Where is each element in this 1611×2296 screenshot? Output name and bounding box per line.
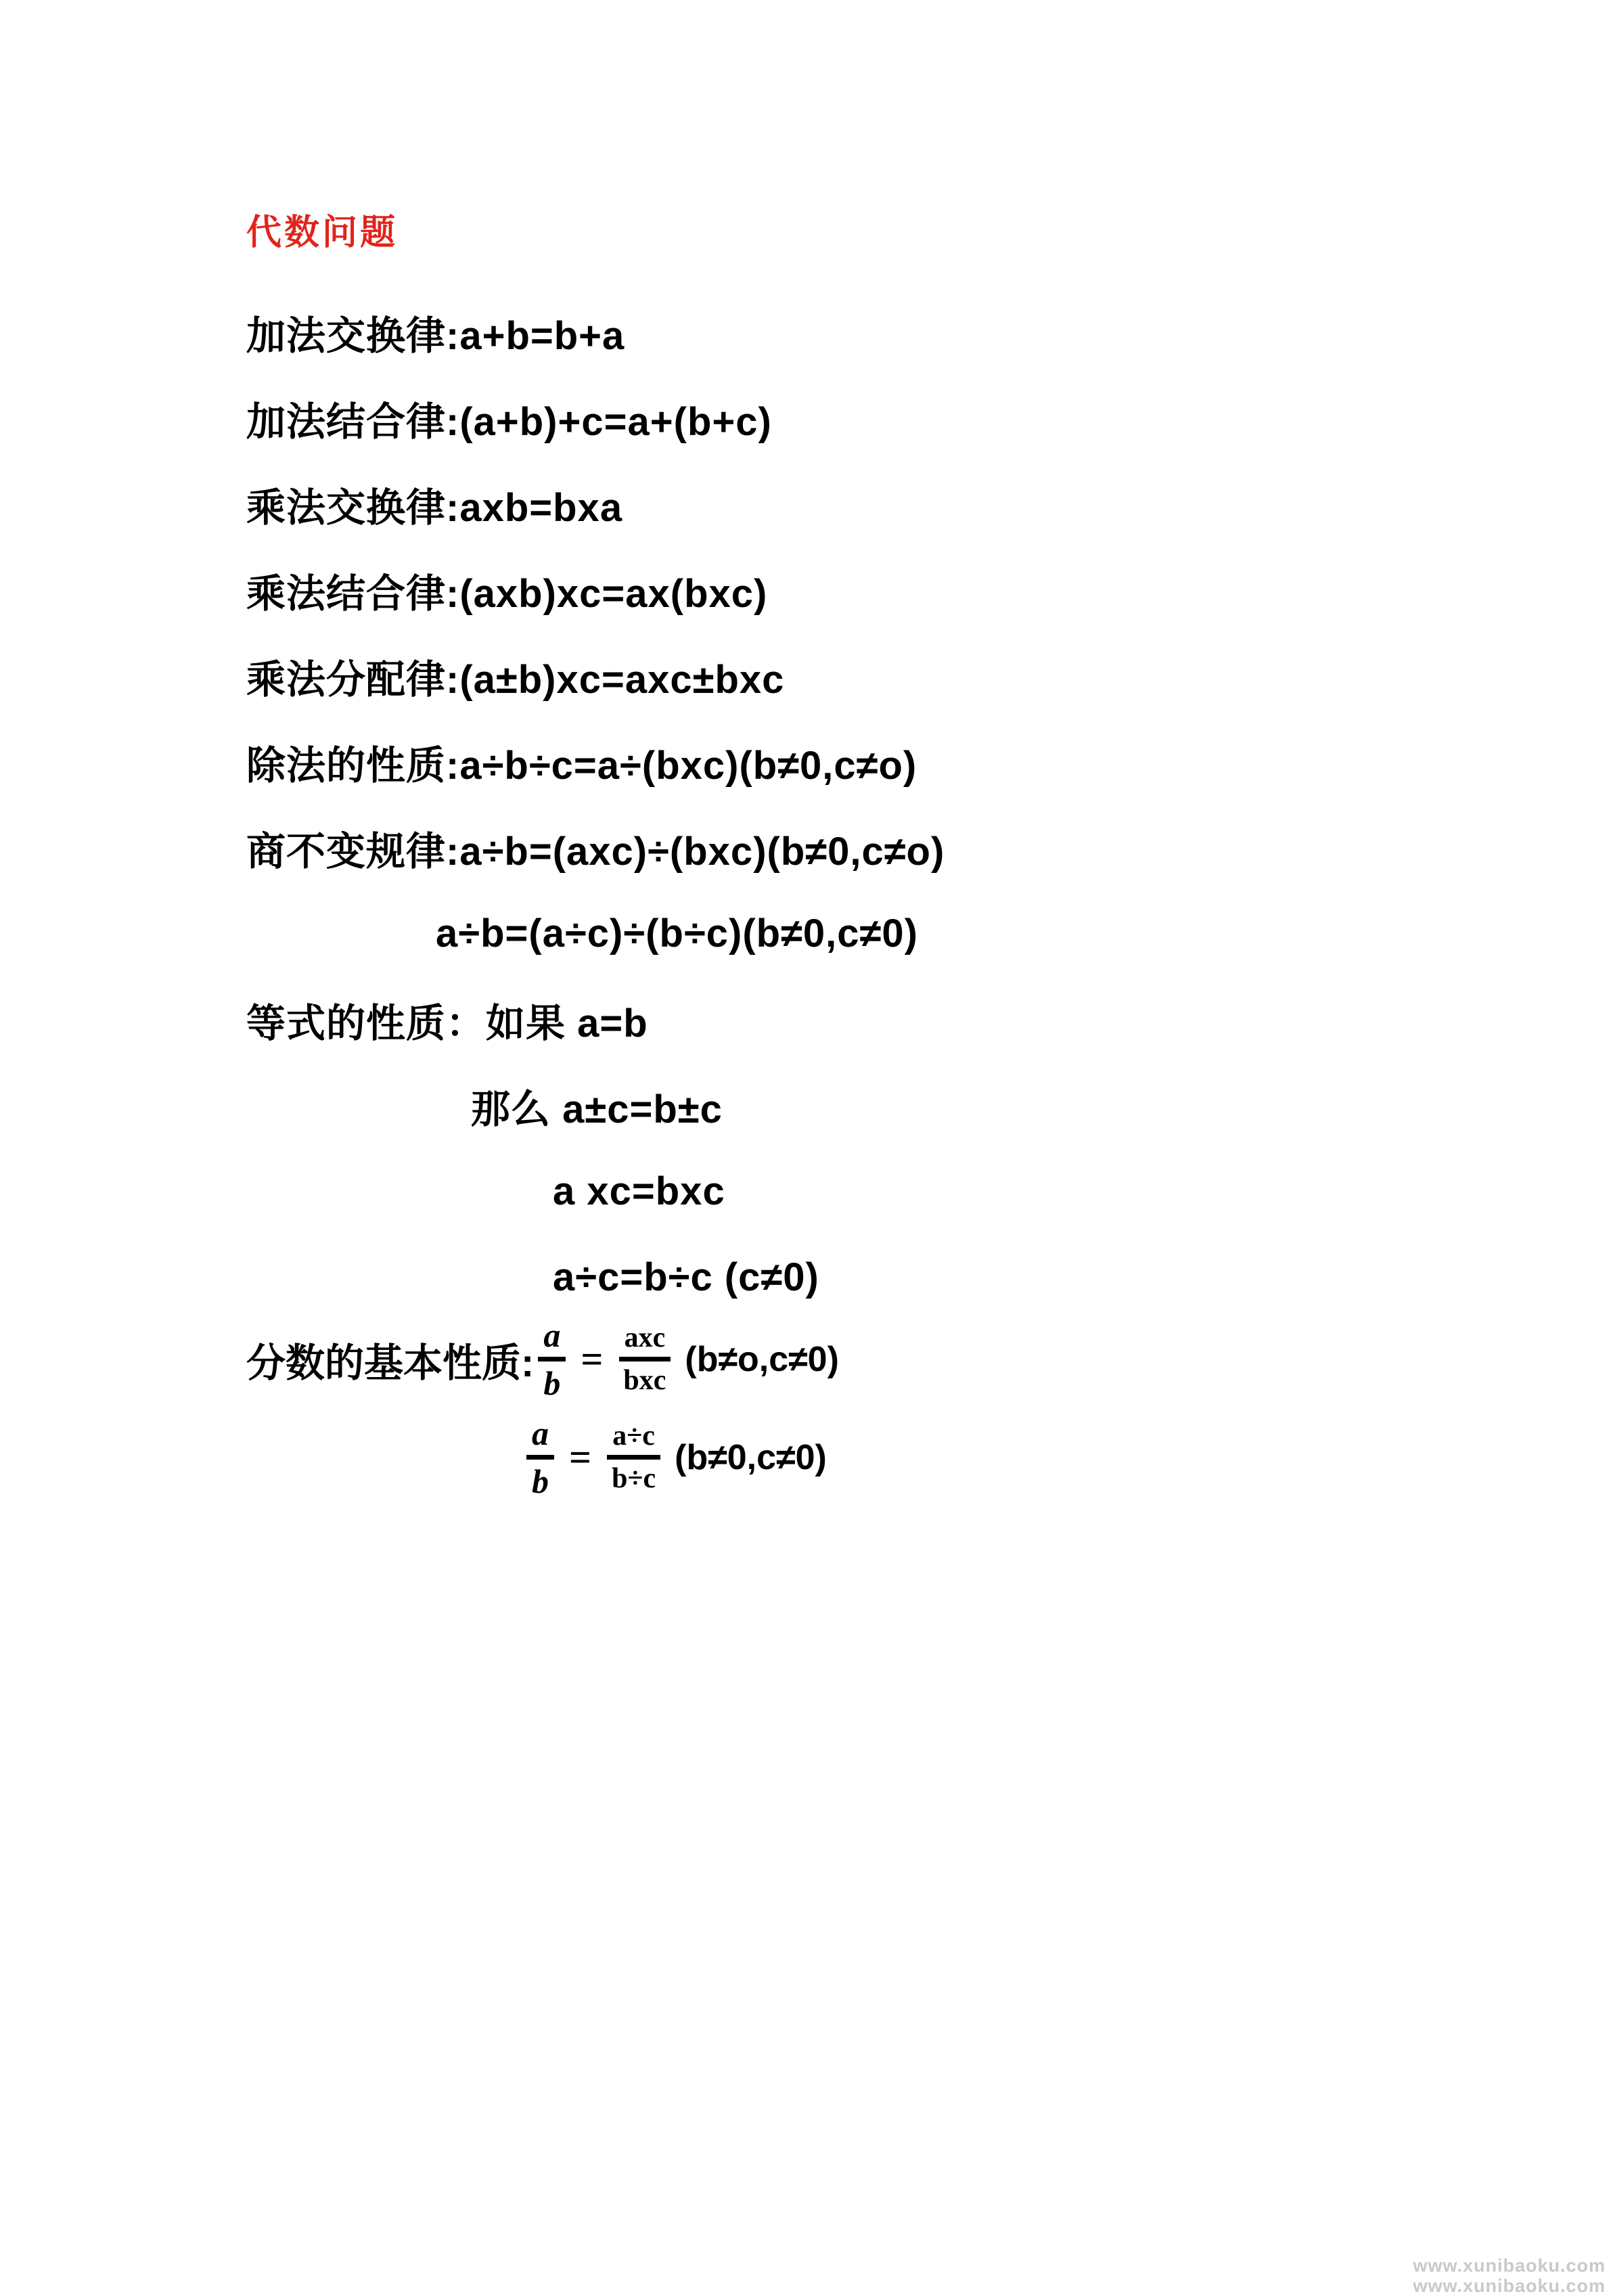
fraction-numerator: a bbox=[526, 1416, 554, 1460]
fraction-property-row-2 bbox=[246, 1416, 1464, 1499]
equals-sign: = bbox=[569, 1435, 592, 1479]
fraction-lhs bbox=[526, 1416, 554, 1499]
fraction-numerator: a÷c bbox=[607, 1421, 660, 1459]
watermark-block bbox=[1413, 2255, 1606, 2296]
fraction-property-row-1 bbox=[246, 1318, 1464, 1401]
formula-line-quotient-invariance: 商不变规律:a÷b=(axc)÷(bxc)(b≠0,c≠o) bbox=[246, 829, 945, 874]
page-title: 代数问题 bbox=[246, 213, 399, 252]
equals-sign: = bbox=[581, 1337, 604, 1381]
formula-line-multiplication-associative: 乘法结合律:(axb)xc=ax(bxc) bbox=[246, 571, 768, 616]
formula-line-equation-property-2: 那么 a±c=b±c bbox=[471, 1087, 723, 1131]
formula-line-quotient-invariance-2: a÷b=(a÷c)÷(b÷c)(b≠0,c≠0) bbox=[436, 911, 918, 955]
fraction-denominator: b bbox=[543, 1364, 561, 1402]
formula-line-addition-associative: 加法结合律:(a+b)+c=a+(b+c) bbox=[246, 399, 772, 444]
fraction-rhs bbox=[618, 1323, 671, 1395]
fraction-numerator: axc bbox=[619, 1323, 671, 1361]
fraction-rhs bbox=[606, 1421, 661, 1493]
formula-line-equation-property-3: a xc=bxc bbox=[553, 1169, 725, 1213]
formula-line-addition-commutative: 加法交换律:a+b=b+a bbox=[246, 313, 625, 358]
fraction-denominator: b bbox=[532, 1462, 549, 1500]
fraction-numerator: a bbox=[538, 1318, 566, 1361]
formula-line-multiplication-distributive: 乘法分配律:(a±b)xc=axc±bxc bbox=[246, 657, 785, 702]
formula-line-multiplication-commutative: 乘法交换律:axb=bxa bbox=[246, 485, 623, 530]
fraction-condition: (b≠0,c≠0) bbox=[675, 1437, 827, 1477]
watermark-text-clipped: www.xunibaoku.com bbox=[1413, 2276, 1606, 2296]
formula-line-equation-property-4: a÷c=b÷c (c≠0) bbox=[553, 1255, 819, 1299]
fraction-denominator: bxc bbox=[623, 1364, 666, 1396]
fraction-denominator: b÷c bbox=[612, 1462, 656, 1494]
watermark-text: www.xunibaoku.com bbox=[1413, 2255, 1606, 2276]
document-content bbox=[246, 215, 1464, 1499]
fraction-row-label: 分数的基本性质: bbox=[246, 1341, 535, 1385]
fraction-lhs bbox=[538, 1318, 566, 1401]
formula-line-division-property: 除法的性质:a÷b÷c=a÷(bxc)(b≠0,c≠o) bbox=[246, 743, 917, 788]
formula-line-equation-property: 等式的性质：如果 a=b bbox=[246, 1001, 648, 1045]
fraction-condition: (b≠o,c≠0) bbox=[685, 1339, 839, 1379]
